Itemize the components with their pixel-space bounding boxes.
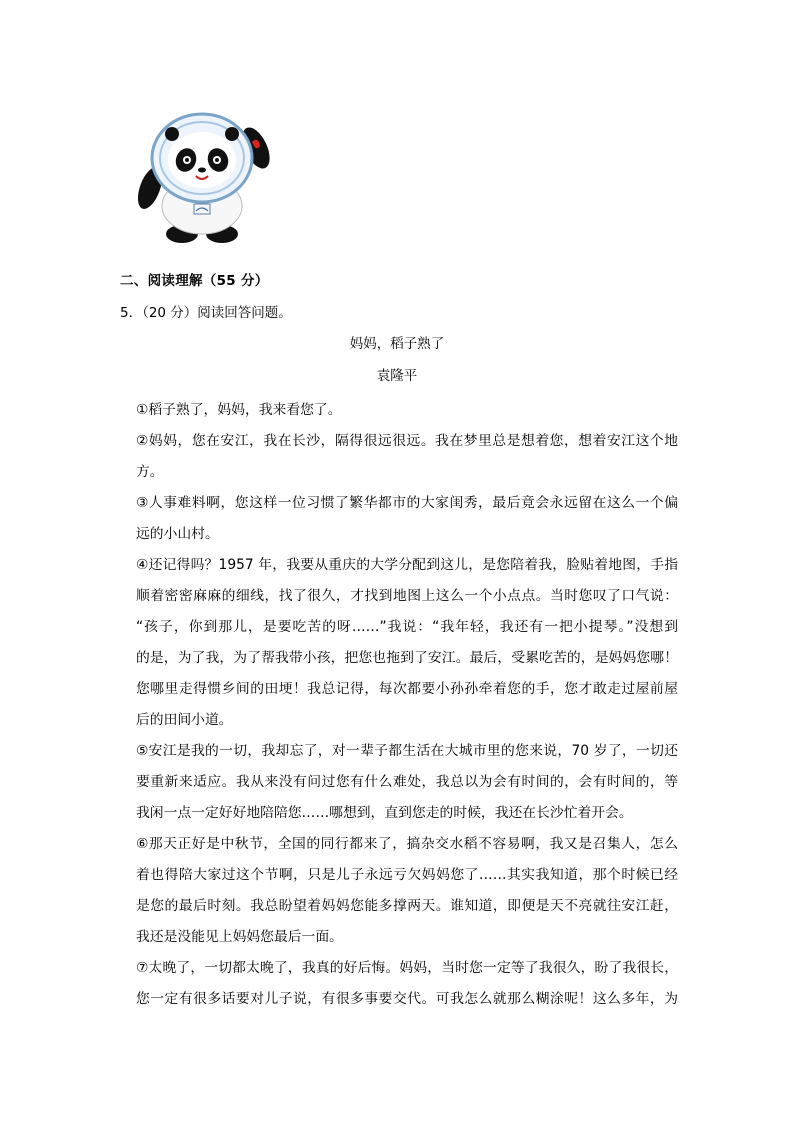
essay-line: 的是，为了我，为了帮我带小孩，把您也拖到了安江。最后，受累吃苦的，是妈妈您哪！ <box>136 650 678 666</box>
essay-line: 我闲一点一定好好地陪陪您……哪想到，直到您走的时候，我还在长沙忙着开会。 <box>136 805 633 821</box>
essay-line: 要重新来适应。我从来没有问过您有什么难处，我总以为会有时间的，会有时间的，等 <box>136 774 678 790</box>
essay-line: 我还是没能见上妈妈您最后一面。 <box>136 929 343 945</box>
essay-line: 您一定有很多话要对儿子说，有很多事要交代。可我怎么就那么糊涂呢！这么多年，为 <box>136 991 678 1007</box>
essay-author: 袁隆平 <box>376 368 418 384</box>
essay-line: ②妈妈，您在安江，我在长沙，隔得很远很远。我在梦里总是想着您，想着安江这个地 <box>136 433 678 449</box>
essay-line: “孩子，你到那儿，是要吃苦的呀……”我说：“我年轻，我还有一把小提琴。”没想到 <box>136 619 678 635</box>
essay-line: ③人事难料啊，您这样一位习惯了繁华都市的大家闺秀，最后竟会永远留在这么一个偏 <box>136 495 678 511</box>
essay-line: 是您的最后时刻。我总盼望着妈妈您能多撑两天。谁知道，即便是天不亮就往安江赶， <box>136 898 678 914</box>
essay-line: ⑥那天正好是中秋节，全国的同行都来了，搞杂交水稻不容易啊，我又是召集人，怎么 <box>136 836 678 852</box>
essay-title: 妈妈，稻子熟了 <box>349 336 445 352</box>
essay-line: 远的小山村。 <box>136 526 219 542</box>
essay-line: ⑦太晚了，一切都太晚了，我真的好后悔。妈妈，当时您一定等了我很久，盼了我很长， <box>136 960 678 976</box>
essay-line: 方。 <box>136 464 164 480</box>
essay-line: 后的田间小道。 <box>136 712 233 728</box>
essay-line: 顺着密密麻麻的细线，找了很久，才找到地图上这么一个小点点。当时您叹了口气说： <box>136 588 678 604</box>
mascot-illustration <box>138 108 272 246</box>
essay-line: 您哪里走得惯乡间的田埂！我总记得，每次都要小孙孙牵着您的手，您才敢走过屋前屋 <box>136 681 678 697</box>
panda-mascot-icon <box>138 108 272 246</box>
section-heading: 二、阅读理解（55 分） <box>120 273 269 289</box>
essay-line: ⑤安江是我的一切，我却忘了，对一辈子都生活在大城市里的您来说，70 岁了，一切还 <box>136 743 678 759</box>
question-prompt: 5．（20 分）阅读回答问题。 <box>120 305 292 321</box>
essay-body <box>136 395 678 1015</box>
essay-line: ④还记得吗？1957 年，我要从重庆的大学分配到这儿，是您陪着我，脸贴着地图，手指 <box>136 557 678 573</box>
essay-line: 着也得陪大家过这个节啊，只是儿子永远亏欠妈妈您了……其实我知道，那个时候已经 <box>136 867 678 883</box>
essay-line: ①稻子熟了，妈妈，我来看您了。 <box>136 402 342 418</box>
